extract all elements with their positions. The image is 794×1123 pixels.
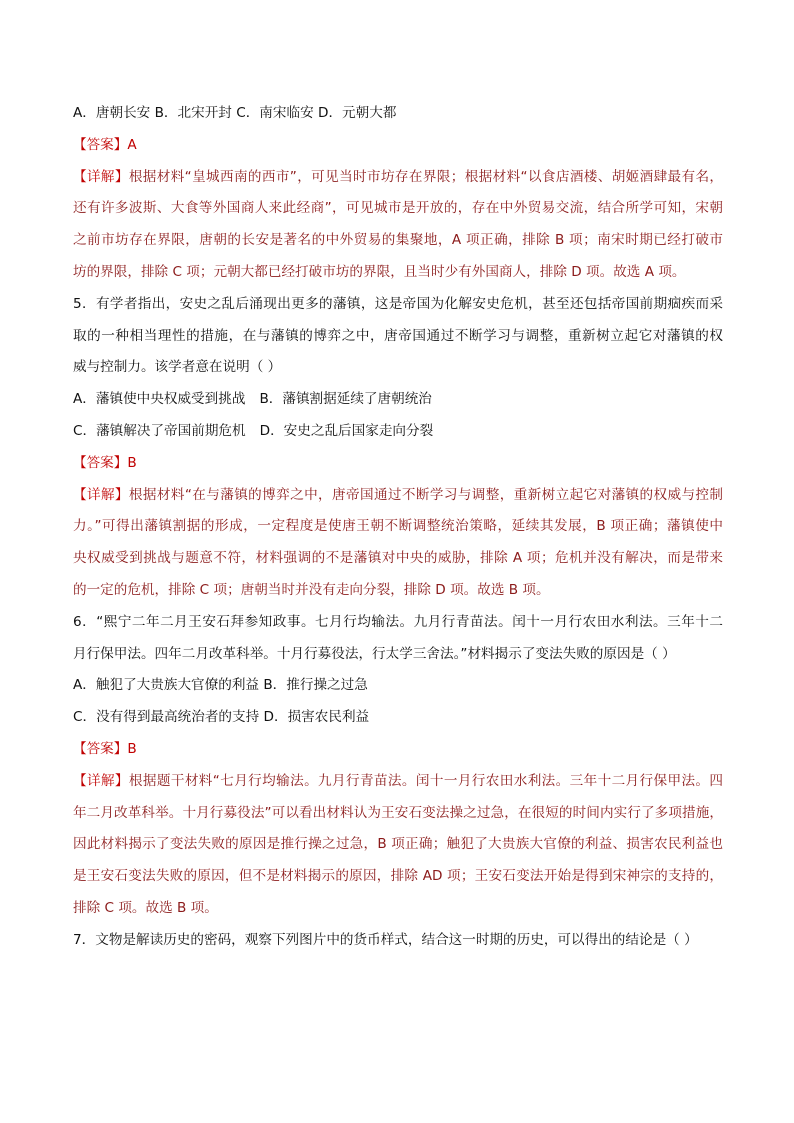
answer-label: 【答案】 [73, 454, 128, 471]
detail-label: 【详解】 [73, 486, 129, 503]
q4-detail-line-1: 【详解】根据材料“皇城西南的西市”，可见当时市坊存在界限；根据材料“以食店酒楼、胡姬酒肆最有名， [73, 168, 724, 185]
q6-detail-line-4: 是王安石变法失败的原因，但不是材料揭示的原因，排除 AD 项；王安石变法开始是得到宋神宗的支持的， [73, 868, 723, 885]
q5-option-a: A．藩镇使中央权威受到挑战 [73, 391, 246, 408]
q6-detail-line-3: 因此材料揭示了变法失败的原因是推行操之过急，B 项正确；触犯了大贵族大官僚的利益、损害农民利益也 [73, 836, 723, 853]
q4-detail-line-3: 之前市坊存在界限，唐朝的长安是著名的中外贸易的集聚地，A 项正确，排除 B 项；南宋时期已经打破市 [73, 232, 723, 249]
q4-detail-line-4: 坊的界限，排除 C 项；元朝大都已经打破市坊的界限，且当时少有外国商人，排除 D 项。故选 A 项。 [73, 263, 686, 280]
q6-options-row-1: A．触犯了大贵族大官僚的利益 B．推行操之过急 [73, 677, 368, 694]
q5-stem-line-2: 取的一种相当理性的措施，在与藩镇的博弈之中，唐帝国通过不断学习与调整，重新树立起它对藩镇的权 [73, 327, 723, 344]
q7-stem: 7．文物是解读历史的密码，观察下列图片中的货币样式，结合这一时期的历史，可以得出的结论是（ ） [73, 931, 698, 948]
answer-value: B [127, 454, 137, 471]
page-content [73, 98, 723, 957]
q5-options-row-1 [73, 384, 723, 416]
answer-label: 【答案】 [73, 136, 128, 153]
detail-label: 【详解】 [73, 772, 129, 789]
answer-value: A [127, 136, 137, 153]
q5-detail-line-1: 【详解】根据材料“在与藩镇的博弈之中，唐帝国通过不断学习与调整，重新树立起它对藩镇的权威与控制 [73, 486, 724, 503]
q6-stem-line-1: 6．“熙宁二年二月王安石拜参知政事。七月行均输法。九月行青苗法。闰十一月行农田水利法。三年十二 [73, 613, 723, 630]
q5-detail-line-2: 力。”可得出藩镇割据的形成，一定程度是使唐王朝不断调整统治策略，延续其发展，B 项正确；藩镇使中 [73, 518, 723, 535]
q6-detail-line-5: 排除 C 项。故选 B 项。 [73, 899, 218, 916]
q6-detail-line-1: 【详解】根据题干材料“七月行均输法。九月行青苗法。闰十一月行农田水利法。三年十二月行保甲法。四 [73, 772, 724, 789]
q5-detail-line-4: 的一定的危机，排除 C 项；唐朝当时并没有走向分裂，排除 D 项。故选 B 项。 [73, 581, 550, 598]
q4-detail-line-2: 还有许多波斯、大食等外国商人来此经商”，可见城市是开放的，存在中外贸易交流，结合所学可知，宋朝 [73, 200, 723, 217]
q6-detail-line-2: 年二月改革科举。十月行募役法”可以看出材料认为王安石变法操之过急，在很短的时间内实行了多项措施， [73, 804, 723, 821]
q5-option-b: B．藩镇割据延续了唐朝统治 [259, 391, 432, 408]
q5-stem-line-1: 5．有学者指出，安史之乱后涌现出更多的藩镇，这是帝国为化解安史危机，甚至还包括帝国前期痼疾而采 [73, 295, 723, 312]
q6-answer [73, 734, 723, 766]
answer-label: 【答案】 [73, 740, 128, 757]
q5-option-d: D．安史之乱后国家走向分裂 [259, 422, 434, 439]
q4-options: A．唐朝长安 B．北宋开封 C．南宋临安 D．元朝大都 [73, 105, 397, 121]
q5-detail-line-3: 央权威受到挑战与题意不符，材料强调的不是藩镇对中央的威胁，排除 A 项；危机并没有解决，而是带来 [73, 550, 723, 567]
q4-answer [73, 130, 723, 162]
q5-stem-line-3: 威与控制力。该学者意在说明（ ） [73, 359, 282, 376]
q5-options-row-2 [73, 416, 723, 448]
answer-value: B [127, 740, 137, 757]
q6-options-row-2: C．没有得到最高统治者的支持 D．损害农民利益 [73, 709, 370, 726]
q6-stem-line-2: 月行保甲法。四年二月改革科举。十月行募役法，行太学三舍法。”材料揭示了变法失败的原因是（ ） [73, 645, 676, 662]
detail-label: 【详解】 [73, 168, 129, 185]
q5-answer [73, 448, 723, 480]
q5-option-c: C．藩镇解决了帝国前期危机 [73, 422, 246, 439]
